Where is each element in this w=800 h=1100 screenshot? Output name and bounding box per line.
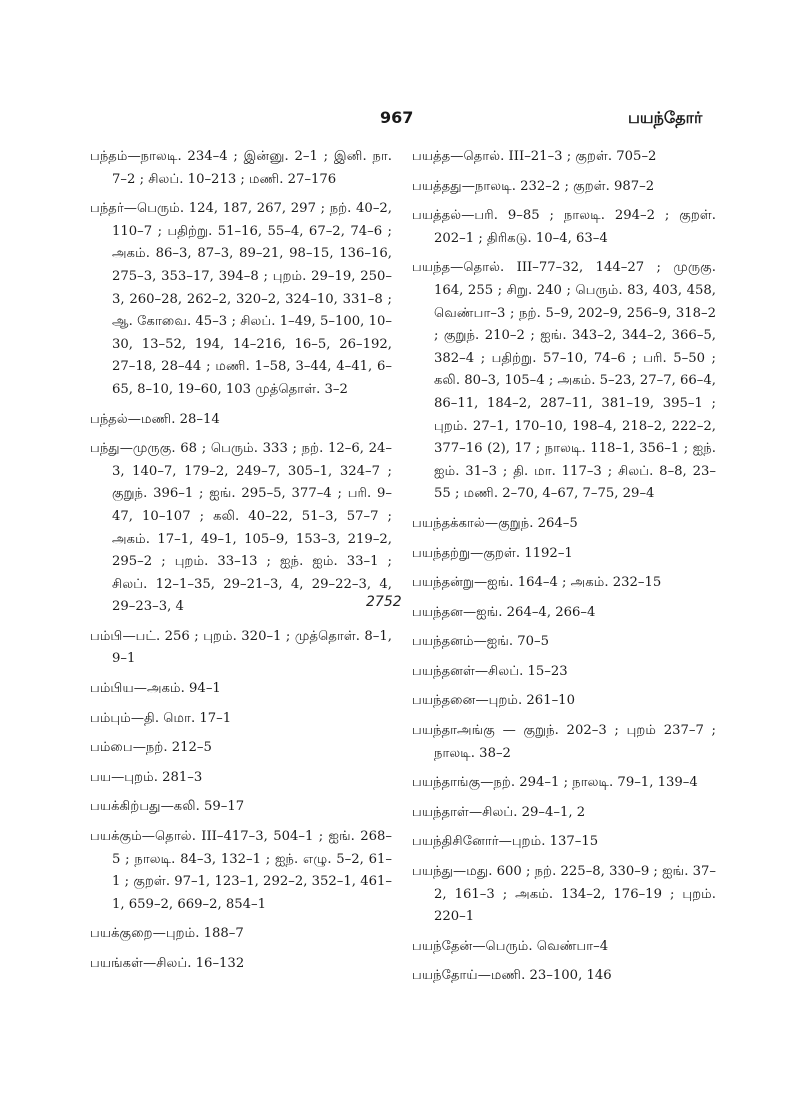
index-entry: பம்பிய—அகம். 94–1 (90, 681, 221, 697)
index-entry: பயந்தக்கால்—குறுந். 264–5 (412, 515, 578, 531)
index-entry: பந்து—முருகு. 68 ; பெரும். 333 ; நற். 12–6, 24–3, 140–7, 179–2, 249–7, 305–1, 324–7 ; குறுந். 396–1 ; ஐங். 295–5, 377–4 ; பரி. 9–47, 10–107 ; கலி. 40–22, 51–3, 57–7 ; அகம். 17–1, 49–1, 105–9, 153–3, 219–2, 295–2 ; புறம். 33–13 ; ஐந். ஐம். 33–1 ; சிலப். 12–1–35, 29–21–3, 4, 29–22–3, 4, 29–23–3, 4 (90, 441, 392, 615)
index-entry: பந்தர்—பெரும். 124, 187, 267, 297 ; நற். 40–2, 110–7 ; பதிற்று. 51–16, 55–4, 67–2, 74–6 ; அகம். 86–3, 87–3, 89–21, 98–15, 136–16, 275–3, 353–17, 394–8 ; புறம். 29–19, 250–3, 260–28, 262–2, 320–2, 324–10, 331–8 ; ஆ. கோவை. 45–3 ; சிலப். 1–49, 5–100, 10–30, 13–52, 194, 14–216, 16–5, 26–192, 27–18, 28–44 ; மணி. 1–58, 3–44, 4–41, 6–65, 8–10, 19–60, 103 முத்தொள். 3–2 (90, 201, 392, 397)
index-entry: பயங்கள்—சிலப். 16–132 (90, 956, 245, 971)
index-entry: பயந்தனை—புறம். 261–10 (412, 693, 575, 709)
right-column (412, 146, 716, 995)
index-entry: பயத்தது—நாலடி. 232–2 ; குறள். 987–2 (412, 178, 655, 194)
index-entry: பயக்கும்—தொல். III–417–3, 504–1 ; ஐங். 268–5 ; நாலடி. 84–3, 132–1 ; ஐந். எழு. 5–2, 61–1 ; குறள். 97–1, 123–1, 292–2, 352–1, 461–1, 659–2, 669–2, 854–1 (90, 829, 392, 912)
index-entry: பயந்தற்று—குறள். 1192–1 (412, 545, 573, 561)
index-entry: பயந்தேன்—பெரும். வெண்பா–4 (412, 938, 609, 954)
left-column (90, 146, 392, 983)
index-entry: பந்தம்—நாலடி. 234–4 ; இன்னு. 2–1 ; இனி. நா. 7–2 ; சிலப். 10–213 ; மணி. 27–176 (90, 149, 392, 187)
running-head: பயந்தோர் (628, 108, 703, 127)
handwritten-margin-note: 2752 (366, 594, 402, 610)
index-entry: பயந்தாஅங்கு — குறுந். 202–3 ; புறம் 237–7 ; நாலடி. 38–2 (412, 723, 716, 761)
index-entry: பயந்து—மது. 600 ; நற். 225–8, 330–9 ; ஐங். 37–2, 161–3 ; அகம். 134–2, 176–19 ; புறம். 220–1 (412, 864, 716, 925)
index-entry: பயந்தாள்—சிலப். 29–4–1, 2 (412, 804, 586, 820)
index-entry: பந்தல்—மணி. 28–14 (90, 411, 220, 427)
index-entry: பயத்த—தொல். III–21–3 ; குறள். 705–2 (412, 149, 657, 164)
index-entry: பயந்தோய்—மணி. 23–100, 146 (412, 968, 612, 984)
index-entry: பயக்குறை—புறம். 188–7 (90, 926, 244, 942)
index-entry: பயத்தல்—பரி. 9–85 ; நாலடி. 294–2 ; குறள். 202–1 ; திரிகடு. 10–4, 63–4 (412, 208, 716, 246)
index-entry: பயந்தனள்—சிலப். 15–23 (412, 663, 568, 679)
index-entry: பயந்தனம்—ஐங். 70–5 (412, 634, 550, 650)
index-entry: பயந்தன—ஐங். 264–4, 266–4 (412, 604, 596, 620)
index-entry: பயந்தன்று—ஐங். 164–4 ; அகம். 232–15 (412, 575, 662, 591)
index-entry: பயந்தாங்கு—நற். 294–1 ; நாலடி. 79–1, 139–4 (412, 775, 698, 791)
index-entry: பயந்திசினோர்—புறம். 137–15 (412, 834, 599, 850)
index-entry: பயந்த—தொல். III–77–32, 144–27 ; முருகு. 164, 255 ; சிறு. 240 ; பெரும். 83, 403, 458, வெண்பா–3 ; நற். 5–9, 202–9, 256–9, 318–2 ; குறுந். 210–2 ; ஐங். 343–2, 344–2, 366–5, 382–4 ; பதிற்று. 57–10, 74–6 ; பரி. 5–50 ; கலி. 80–3, 105–4 ; அகம். 5–23, 27–7, 66–4, 86–11, 184–2, 287–11, 381–19, 395–1 ; புறம். 27–1, 170–10, 198–4, 218–2, 222–2, 377–16 (2), 17 ; நாலடி. 118–1, 356–1 ; ஐந். ஐம். 31–3 ; தி. மா. 117–3 ; சிலப். 8–8, 23–55 ; மணி. 2–70, 4–67, 7–75, 29–4 (412, 260, 716, 502)
index-entry: பம்பி—பட். 256 ; புறம். 320–1 ; முத்தொள். 8–1, 9–1 (90, 628, 392, 667)
index-entry: பய—புறம். 281–3 (90, 769, 203, 785)
page-number: 967 (380, 108, 414, 127)
page-header (0, 108, 800, 132)
index-entry: பயக்கிற்பது—கலி. 59–17 (90, 799, 245, 815)
index-entry: பம்பும்—தி. மொ. 17–1 (90, 710, 232, 726)
index-entry: பம்பை—நற். 212–5 (90, 740, 212, 756)
